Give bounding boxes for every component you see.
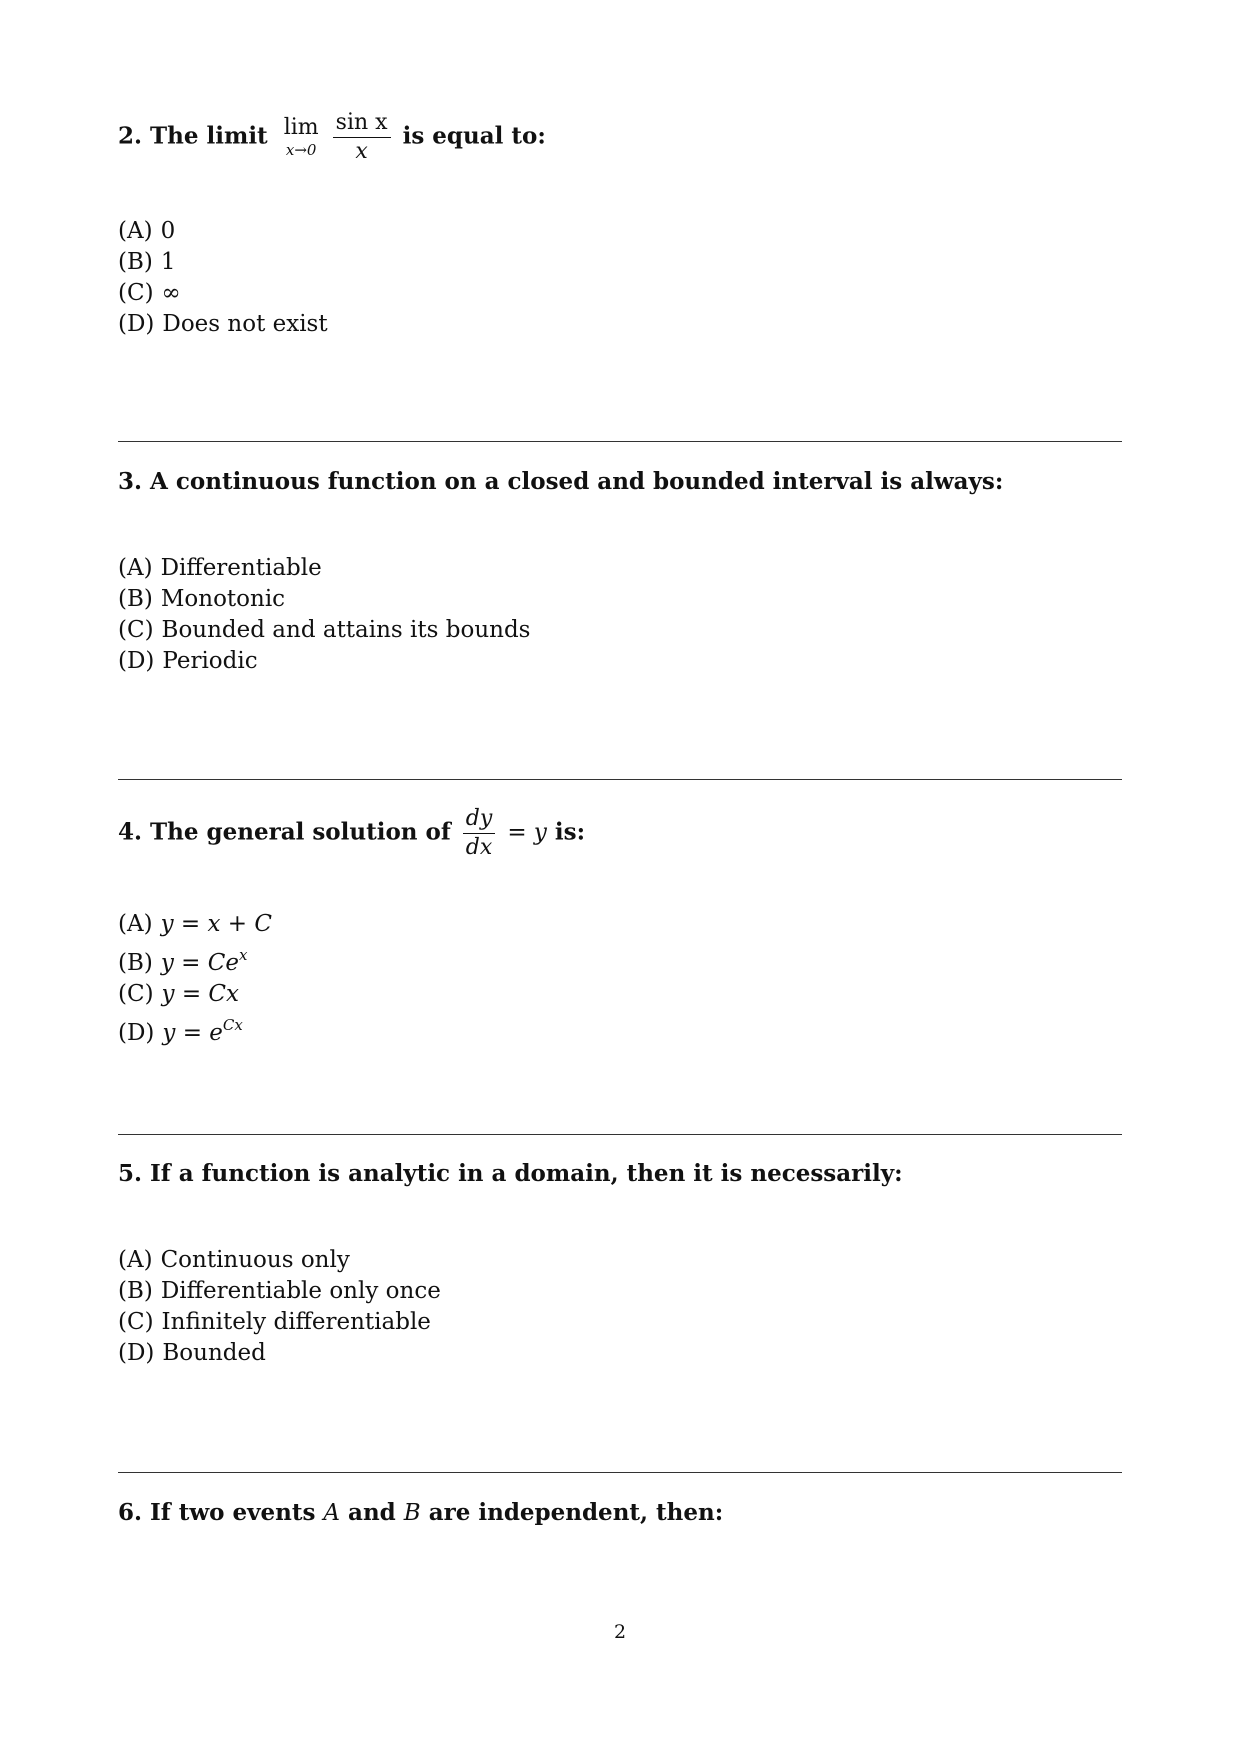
option-text: 1 — [160, 249, 176, 275]
question-4-options — [118, 909, 272, 1049]
fraction-denominator: x — [355, 139, 368, 164]
question-number: 5. — [118, 1160, 143, 1187]
option-text: Monotonic — [160, 586, 286, 612]
option-label: (B) — [118, 950, 153, 976]
event-b: B — [403, 1500, 421, 1526]
option-c — [118, 615, 530, 646]
question-5-stem — [118, 1162, 903, 1185]
question-number: 4. — [118, 818, 143, 846]
option-label: (A) — [118, 1247, 153, 1273]
question-text: A continuous function on a closed and bounded interval is always: — [150, 468, 1004, 495]
event-a: A — [323, 1500, 341, 1526]
page-number: 2 — [613, 1621, 627, 1643]
option-label: (C) — [118, 981, 154, 1007]
question-3-stem — [118, 470, 1003, 493]
question-text-end: are independent, then: — [428, 1499, 724, 1526]
lim-word: lim — [283, 115, 319, 140]
fraction — [333, 112, 391, 163]
divider — [118, 441, 1122, 442]
question-number: 3. — [118, 468, 143, 495]
option-d — [118, 646, 530, 677]
option-text: ∞ — [161, 280, 181, 306]
option-d — [118, 1338, 441, 1369]
fraction-denominator: dx — [465, 835, 493, 860]
option-label: (D) — [118, 1340, 155, 1366]
question-4-stem — [118, 808, 585, 859]
option-b — [118, 584, 530, 615]
option-c — [118, 278, 328, 309]
option-c — [118, 979, 272, 1010]
divider — [118, 1134, 1122, 1135]
option-label: (C) — [118, 1309, 154, 1335]
option-b — [118, 940, 272, 979]
option-text: Does not exist — [162, 311, 328, 337]
option-c — [118, 1307, 441, 1338]
question-text: The limit — [150, 122, 268, 150]
option-text: y = Ce — [160, 950, 239, 976]
option-exponent: x — [238, 946, 248, 964]
question-3-options — [118, 553, 530, 677]
divider — [118, 1472, 1122, 1473]
option-text: y = Cx — [161, 981, 240, 1007]
option-text: Periodic — [162, 648, 258, 674]
option-label: (C) — [118, 617, 154, 643]
option-text: y = e — [162, 1020, 223, 1046]
option-text: Bounded — [162, 1340, 266, 1366]
option-b — [118, 247, 328, 278]
option-a — [118, 553, 530, 584]
question-text-suffix: is: — [554, 818, 586, 846]
option-label: (B) — [118, 1278, 153, 1304]
option-label: (B) — [118, 586, 153, 612]
option-label: (D) — [118, 1020, 155, 1046]
question-2-stem — [118, 112, 546, 163]
option-a — [118, 909, 272, 940]
question-text-and: and — [348, 1499, 396, 1526]
lim-subscript: x→0 — [285, 141, 317, 159]
question-number: 6. — [118, 1499, 143, 1526]
option-text: y = x + C — [160, 911, 272, 937]
option-text: Differentiable — [160, 555, 322, 581]
question-text-suffix: is equal to: — [402, 122, 546, 150]
equation-rhs: = y — [507, 819, 547, 846]
option-text: Continuous only — [160, 1247, 350, 1273]
question-text: The general solution of — [150, 818, 451, 846]
derivative-fraction — [463, 808, 496, 859]
option-b — [118, 1276, 441, 1307]
question-text: If a function is analytic in a domain, then it is necessarily: — [150, 1160, 903, 1187]
question-5-options — [118, 1245, 441, 1369]
option-label: (A) — [118, 911, 153, 937]
limit-expression — [284, 117, 319, 158]
question-number: 2. — [118, 122, 143, 150]
fraction-numerator: dy — [463, 808, 496, 834]
option-d — [118, 309, 328, 340]
divider — [118, 779, 1122, 780]
fraction-numerator: sin x — [333, 112, 391, 138]
option-a — [118, 1245, 441, 1276]
option-text: Differentiable only once — [160, 1278, 441, 1304]
option-label: (C) — [118, 280, 154, 306]
option-exponent: Cx — [222, 1016, 243, 1034]
option-label: (D) — [118, 648, 155, 674]
question-6-stem — [118, 1501, 723, 1525]
option-text: 0 — [160, 218, 176, 244]
question-text: If two events — [150, 1499, 316, 1526]
option-d — [118, 1010, 272, 1049]
option-label: (B) — [118, 249, 153, 275]
option-label: (D) — [118, 311, 155, 337]
option-a — [118, 216, 328, 247]
question-2-options — [118, 216, 328, 340]
option-label: (A) — [118, 218, 153, 244]
option-text: Infinitely differentiable — [161, 1309, 431, 1335]
option-text: Bounded and attains its bounds — [161, 617, 531, 643]
option-label: (A) — [118, 555, 153, 581]
